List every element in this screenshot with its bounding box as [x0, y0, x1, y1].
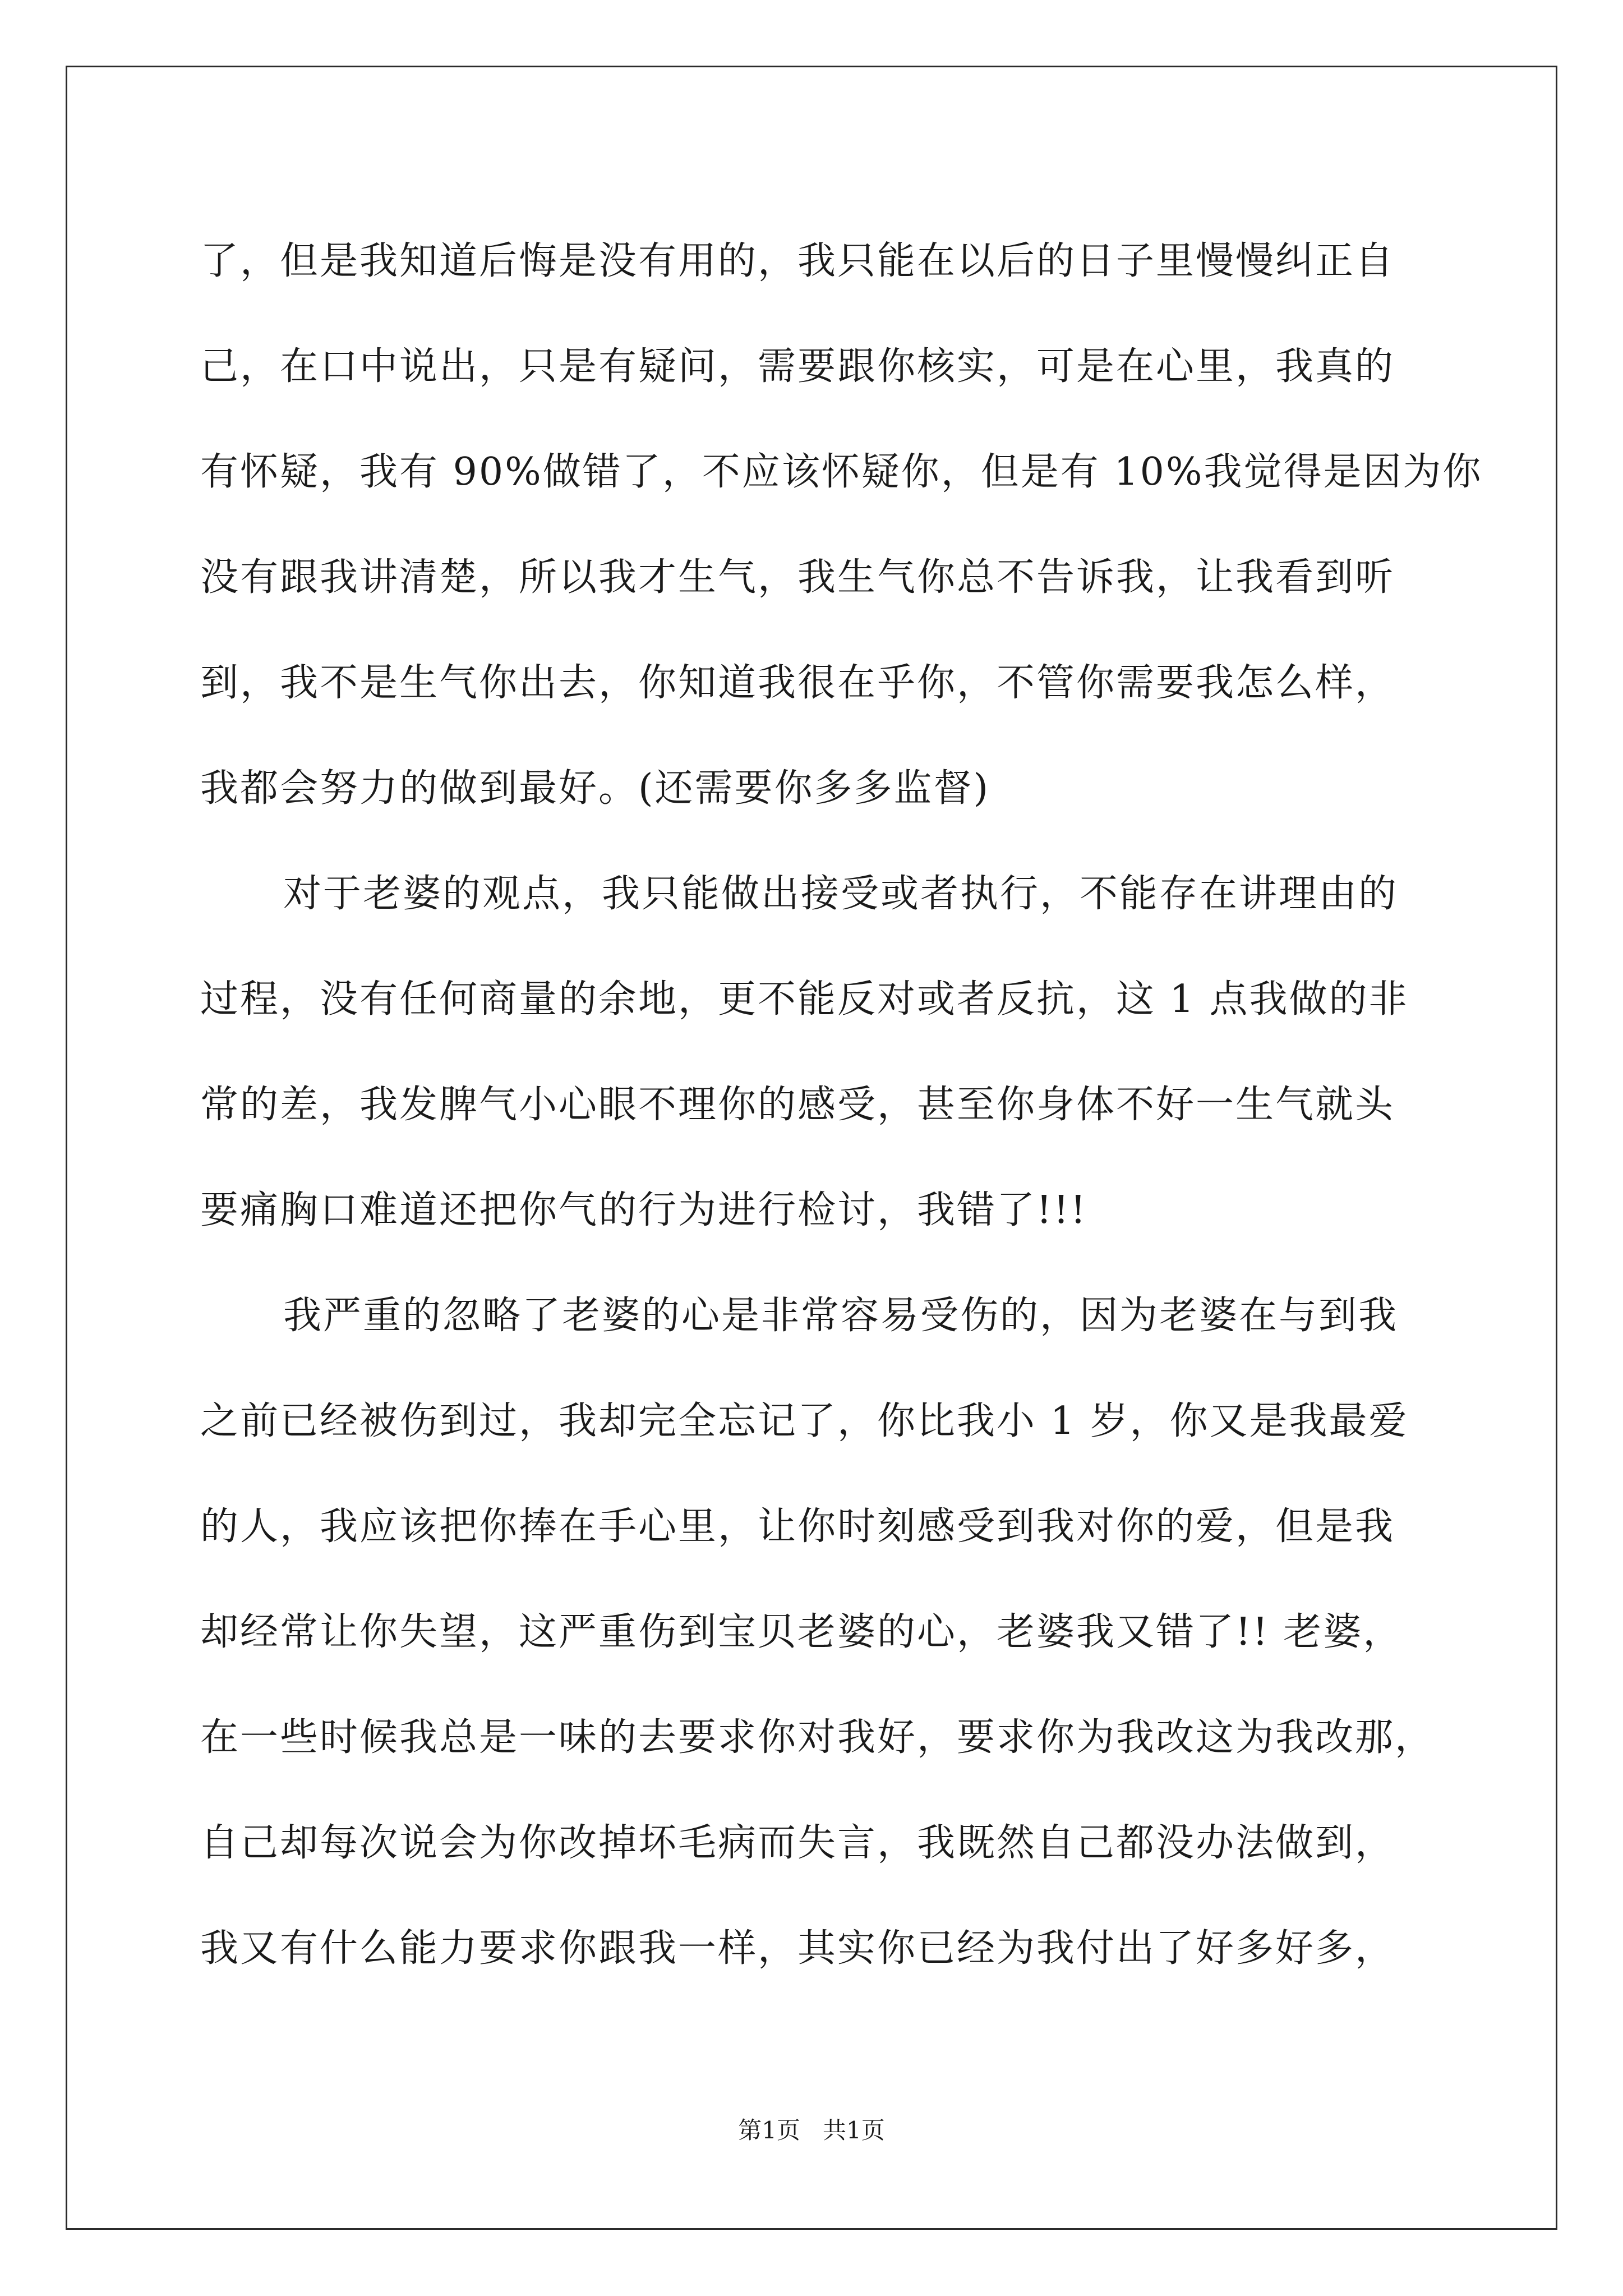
text-line: 的人，我应该把你捧在手心里，让你时刻感受到我对你的爱，但是我: [200, 1504, 1395, 1549]
text-line: 过程，没有任何商量的余地，更不能反对或者反抗，这 1 点我做的非: [200, 977, 1409, 1022]
text-line: 到，我不是生气你出去，你知道我很在乎你，不管你需要我怎么样，: [200, 661, 1395, 705]
paragraph-first-line: 对于老婆的观点，我只能做出接受或者执行，不能存在讲理由的: [283, 872, 1399, 916]
text-line: 要痛胸口难道还把你气的行为进行检讨，我错了!!!: [200, 1188, 1087, 1232]
text-line: 常的差，我发脾气小心眼不理你的感受，甚至你身体不好一生气就头: [200, 1083, 1395, 1127]
text-line: 我又有什么能力要求你跟我一样，其实你已经为我付出了好多好多，: [200, 1926, 1395, 1971]
text-line: 有怀疑，我有 90%做错了，不应该怀疑你，但是有 10%我觉得是因为你: [200, 450, 1483, 494]
text-line: 却经常让你失望，这严重伤到宝贝老婆的心，老婆我又错了!! 老婆，: [200, 1610, 1403, 1654]
text-line: 之前已经被伤到过，我却完全忘记了，你比我小 1 岁，你又是我最爱: [200, 1399, 1409, 1443]
text-line: 我都会努力的做到最好。(还需要你多多监督): [200, 766, 990, 811]
text-line: 没有跟我讲清楚，所以我才生气，我生气你总不告诉我，让我看到听: [200, 555, 1395, 600]
text-line: 自己却每次说会为你改掉坏毛病而失言，我既然自己都没办法做到，: [200, 1821, 1395, 1865]
text-line: 在一些时候我总是一味的去要求你对我好，要求你为我改这为我改那，: [200, 1715, 1435, 1760]
text-line: 己，在口中说出，只是有疑问，需要跟你核实，可是在心里，我真的: [200, 344, 1395, 389]
paragraph-first-line: 我严重的忽略了老婆的心是非常容易受伤的，因为老婆在与到我: [283, 1294, 1399, 1338]
page-footer: 第1页 共1页: [738, 2116, 885, 2144]
text-line: 了，但是我知道后悔是没有用的，我只能在以后的日子里慢慢纠正自: [200, 239, 1395, 283]
document-body: [200, 209, 1483, 2001]
